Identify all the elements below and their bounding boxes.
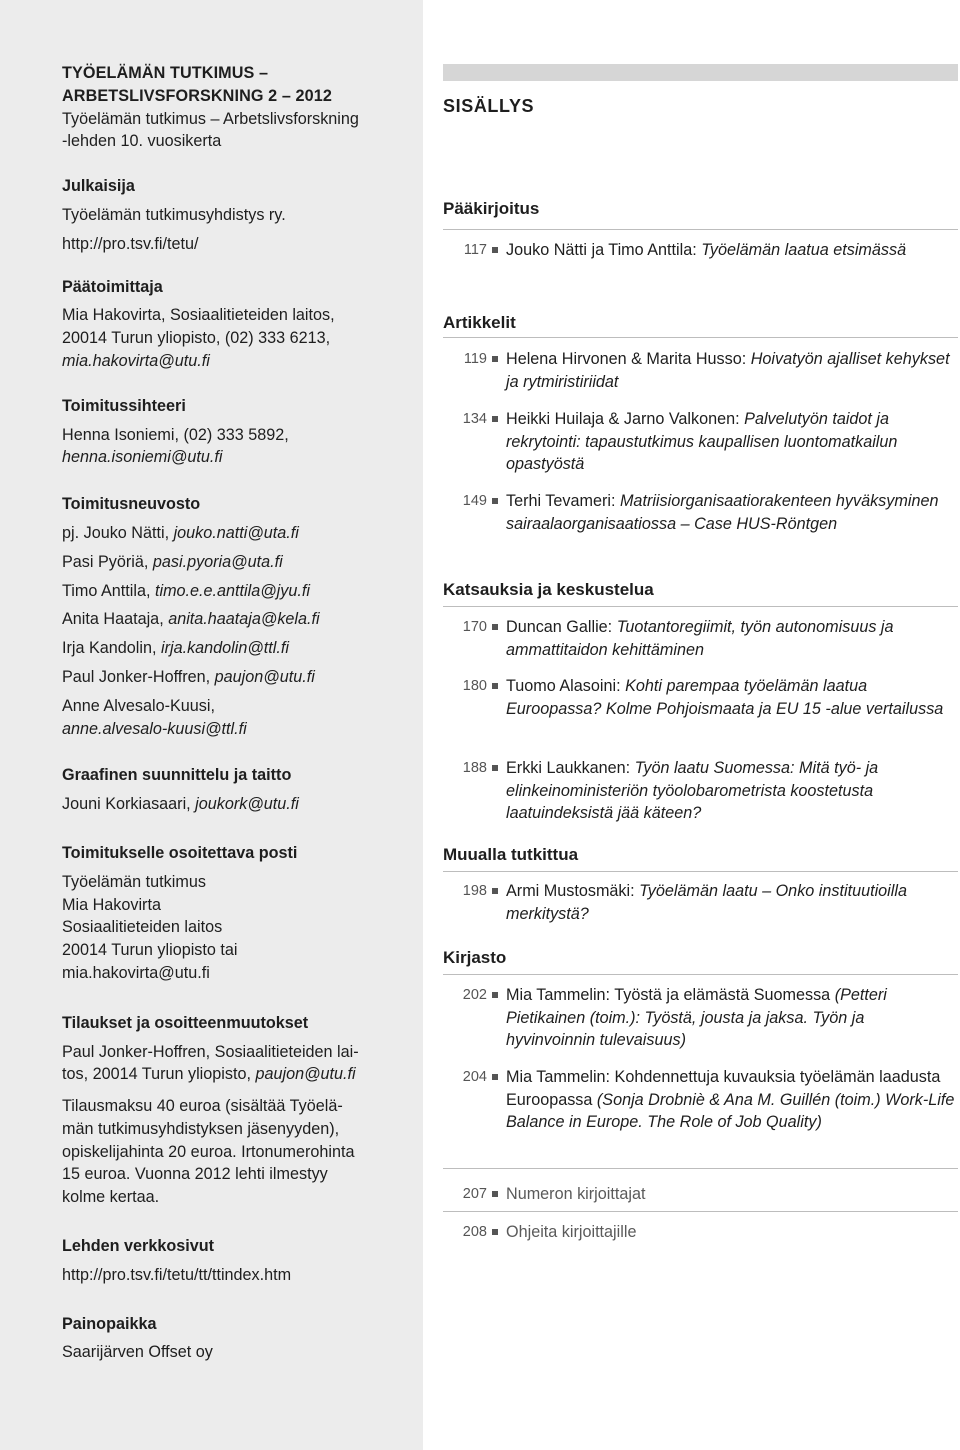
divider	[443, 337, 958, 338]
bullet-square-icon	[492, 683, 498, 689]
editor-line-1: Mia Hakovirta, Sosiaalitieteiden laitos,	[62, 306, 335, 325]
subscriptions-line-1: Paul Jonker-Hoffren, Sosiaalitieteiden lai-	[62, 1042, 359, 1061]
board-member-email[interactable]: paujon@utu.fi	[214, 667, 315, 686]
publisher-name: Työelämän tutkimusyhdistys ry.	[62, 205, 286, 224]
section-heading-artikkelit: Artikkelit	[443, 313, 516, 332]
page-number: 198	[462, 883, 487, 899]
entry-text: Mia Tammelin: Kohdennettuja kuvauksia työelämän laadusta Euroopassa (Sonja Drobniè & Ana M. Guillén (toim.) Work-Life Balance in Europe. The Role of Job Quality)	[506, 1068, 955, 1131]
fee-line: kolme kertaa.	[62, 1188, 160, 1207]
masthead-panel	[0, 0, 423, 1450]
toc-title: SISÄLLYS	[443, 96, 535, 116]
bullet-square-icon	[492, 992, 498, 998]
board-member: Anne Alvesalo-Kuusi,	[62, 696, 215, 715]
journal-subtitle: Työelämän tutkimus – Arbetslivsforskning	[62, 109, 359, 128]
secretary-section	[62, 395, 407, 469]
board-member-email[interactable]: anne.alvesalo-kuusi@ttl.fi	[62, 719, 247, 738]
publisher-section	[62, 175, 407, 255]
page-number: 180	[462, 678, 487, 694]
editor-heading: Päätoimittaja	[62, 277, 163, 296]
board-member: Timo Anttila, timo.e.e.anttila@jyu.fi	[62, 581, 310, 600]
bullet-square-icon	[492, 1074, 498, 1080]
page-number: 170	[462, 619, 487, 635]
mail-heading: Toimitukselle osoitettava posti	[62, 843, 298, 862]
board-member: pj. Jouko Nätti, jouko.natti@uta.fi	[62, 523, 299, 542]
printer-section	[62, 1313, 407, 1365]
page-number: 207	[462, 1186, 487, 1202]
fee-line: män tutkimusyhdistyksen jäsenyyden),	[62, 1119, 340, 1138]
bullet-square-icon	[492, 416, 498, 422]
website-url[interactable]: http://pro.tsv.fi/tetu/tt/ttindex.htm	[62, 1265, 292, 1284]
journal-title: TYÖELÄMÄN TUTKIMUS –	[62, 64, 269, 82]
secretary-heading: Toimitussihteeri	[62, 396, 186, 415]
entry-text: Tuomo Alasoini: Kohti parempaa työelämän laatua Euroopassa? Kolme Pohjoismaata ja EU 15 -alue vertailussa	[506, 677, 944, 718]
fee-line: 15 euroa. Vuonna 2012 lehti ilmestyy	[62, 1165, 328, 1184]
publisher-url[interactable]: http://pro.tsv.fi/tetu/	[62, 234, 199, 253]
page-number: 188	[462, 760, 487, 776]
bullet-square-icon	[492, 888, 498, 894]
entry-text: Ohjeita kirjoittajille	[506, 1223, 637, 1241]
bullet-square-icon	[492, 1229, 498, 1235]
website-heading: Lehden verkkosivut	[62, 1237, 215, 1256]
divider	[443, 871, 958, 872]
bullet-square-icon	[492, 247, 498, 253]
board-member-email[interactable]: timo.e.e.anttila@jyu.fi	[154, 581, 310, 600]
page-number: 119	[463, 351, 487, 367]
page-number: 204	[462, 1069, 487, 1085]
section-heading-kirjasto: Kirjasto	[443, 948, 507, 967]
page-number: 208	[462, 1224, 487, 1240]
divider	[443, 974, 958, 975]
editor-section	[62, 276, 407, 373]
divider	[443, 606, 958, 607]
editor-email[interactable]: mia.hakovirta@utu.fi	[62, 351, 210, 370]
mail-line: 20014 Turun yliopisto tai	[62, 941, 238, 960]
printer-heading: Painopaikka	[62, 1314, 157, 1333]
bullet-square-icon	[492, 1191, 498, 1197]
entry-text: Duncan Gallie: Tuotantoregiimit, työn autonomisuus ja ammattitaidon kehittäminen	[506, 618, 894, 659]
section-heading-paakirjoitus: Pääkirjoitus	[443, 199, 540, 218]
section-heading-muualla: Muualla tutkittua	[443, 845, 579, 864]
page-number: 202	[462, 987, 487, 1003]
divider	[443, 1168, 958, 1169]
board-member: Irja Kandolin, irja.kandolin@ttl.fi	[62, 639, 289, 658]
layout-credit-section	[62, 764, 407, 816]
layout-credit-email[interactable]: joukork@utu.fi	[195, 795, 299, 814]
mail-line: Sosiaalitieteiden laitos	[62, 918, 223, 937]
layout-credit-line: Jouni Korkiasaari, joukork@utu.fi	[62, 795, 299, 814]
board-member: Anita Haataja, anita.haataja@kela.fi	[62, 610, 320, 629]
entry-text: Mia Tammelin: Työstä ja elämästä Suomessa (Petteri Pietikainen (toim.): Työstä, jousta ja jaksa. Työn ja hyvinvoinnin tulevaisuus)	[506, 986, 887, 1049]
entry-text: Terhi Tevameri: Matriisiorganisaatiorakenteen hyväksyminen sairaalaorganisaatiossa – Case HUS-Röntgen	[506, 492, 939, 533]
journal-title-issue: ARBETSLIVSFORSKNING 2 – 2012	[62, 86, 332, 105]
board-member-email[interactable]: jouko.natti@uta.fi	[173, 523, 299, 542]
fee-line: opiskelijahinta 20 euroa. Irtonumerohinta	[62, 1142, 355, 1161]
mail-email[interactable]: mia.hakovirta@utu.fi	[62, 963, 210, 982]
divider	[443, 1211, 958, 1212]
layout-credit-heading: Graafinen suunnittelu ja taitto	[62, 766, 292, 785]
mail-line: Työelämän tutkimus	[62, 872, 206, 891]
page-number: 134	[462, 411, 487, 427]
board-member-email[interactable]: pasi.pyoria@uta.fi	[152, 552, 283, 571]
bullet-square-icon	[492, 356, 498, 362]
editor-line-2: 20014 Turun yliopisto, (02) 333 6213,	[62, 329, 331, 348]
subscriptions-email[interactable]: paujon@utu.fi	[255, 1065, 356, 1084]
publisher-heading: Julkaisija	[62, 177, 135, 196]
mail-section	[62, 842, 407, 985]
fee-line: Tilausmaksu 40 euroa (sisältää Työelä-	[62, 1097, 343, 1116]
section-heading-katsauksia: Katsauksia ja keskustelua	[443, 580, 654, 599]
entry-text: Numeron kirjoittajat	[506, 1185, 646, 1203]
board-member-email[interactable]: irja.kandolin@ttl.fi	[160, 639, 289, 658]
secretary-email[interactable]: henna.isoniemi@utu.fi	[62, 448, 223, 467]
board-member: Paul Jonker-Hoffren, paujon@utu.fi	[62, 667, 315, 686]
printer-name: Saarijärven Offset oy	[62, 1343, 213, 1362]
board-section	[62, 493, 407, 740]
bullet-square-icon	[492, 765, 498, 771]
masthead	[62, 62, 407, 153]
secretary-line: Henna Isoniemi, (02) 333 5892,	[62, 425, 289, 444]
website-section	[62, 1235, 407, 1287]
journal-volume: -lehden 10. vuosikerta	[62, 132, 222, 151]
entry-text: Armi Mustosmäki: Työelämän laatu – Onko instituutioilla merkitystä?	[506, 882, 907, 923]
board-heading: Toimitusneuvosto	[62, 495, 201, 514]
bullet-square-icon	[492, 498, 498, 504]
header-bar	[443, 64, 958, 81]
board-member: Pasi Pyöriä, pasi.pyoria@uta.fi	[62, 552, 283, 571]
mail-line: Mia Hakovirta	[62, 895, 161, 914]
entry-text: Heikki Huilaja & Jarno Valkonen: Palvelutyön taidot ja rekrytointi: tapaustutkimus kaupallisen luontomatkailun opastyöstä	[506, 410, 898, 473]
subscriptions-section	[62, 1012, 407, 1209]
bullet-square-icon	[492, 624, 498, 630]
page-number: 117	[463, 242, 487, 258]
board-member-email[interactable]: anita.haataja@kela.fi	[168, 610, 320, 629]
divider	[443, 229, 958, 230]
subscriptions-heading: Tilaukset ja osoitteenmuutokset	[62, 1013, 309, 1032]
page-number: 149	[462, 493, 487, 509]
entry-text: Erkki Laukkanen: Työn laatu Suomessa: Mitä työ- ja elinkeinoministeriön työolobarometrista koostetusta laatuindeksistä jää käteen?	[506, 759, 879, 822]
entry-text: Helena Hirvonen & Marita Husso: Hoivatyön ajalliset kehykset ja rytmiristiriidat	[506, 350, 950, 391]
subscriptions-line-2: tos, 20014 Turun yliopisto, paujon@utu.fi	[62, 1065, 356, 1084]
entry-text: Jouko Nätti ja Timo Anttila: Työelämän laatua etsimässä	[506, 241, 907, 259]
